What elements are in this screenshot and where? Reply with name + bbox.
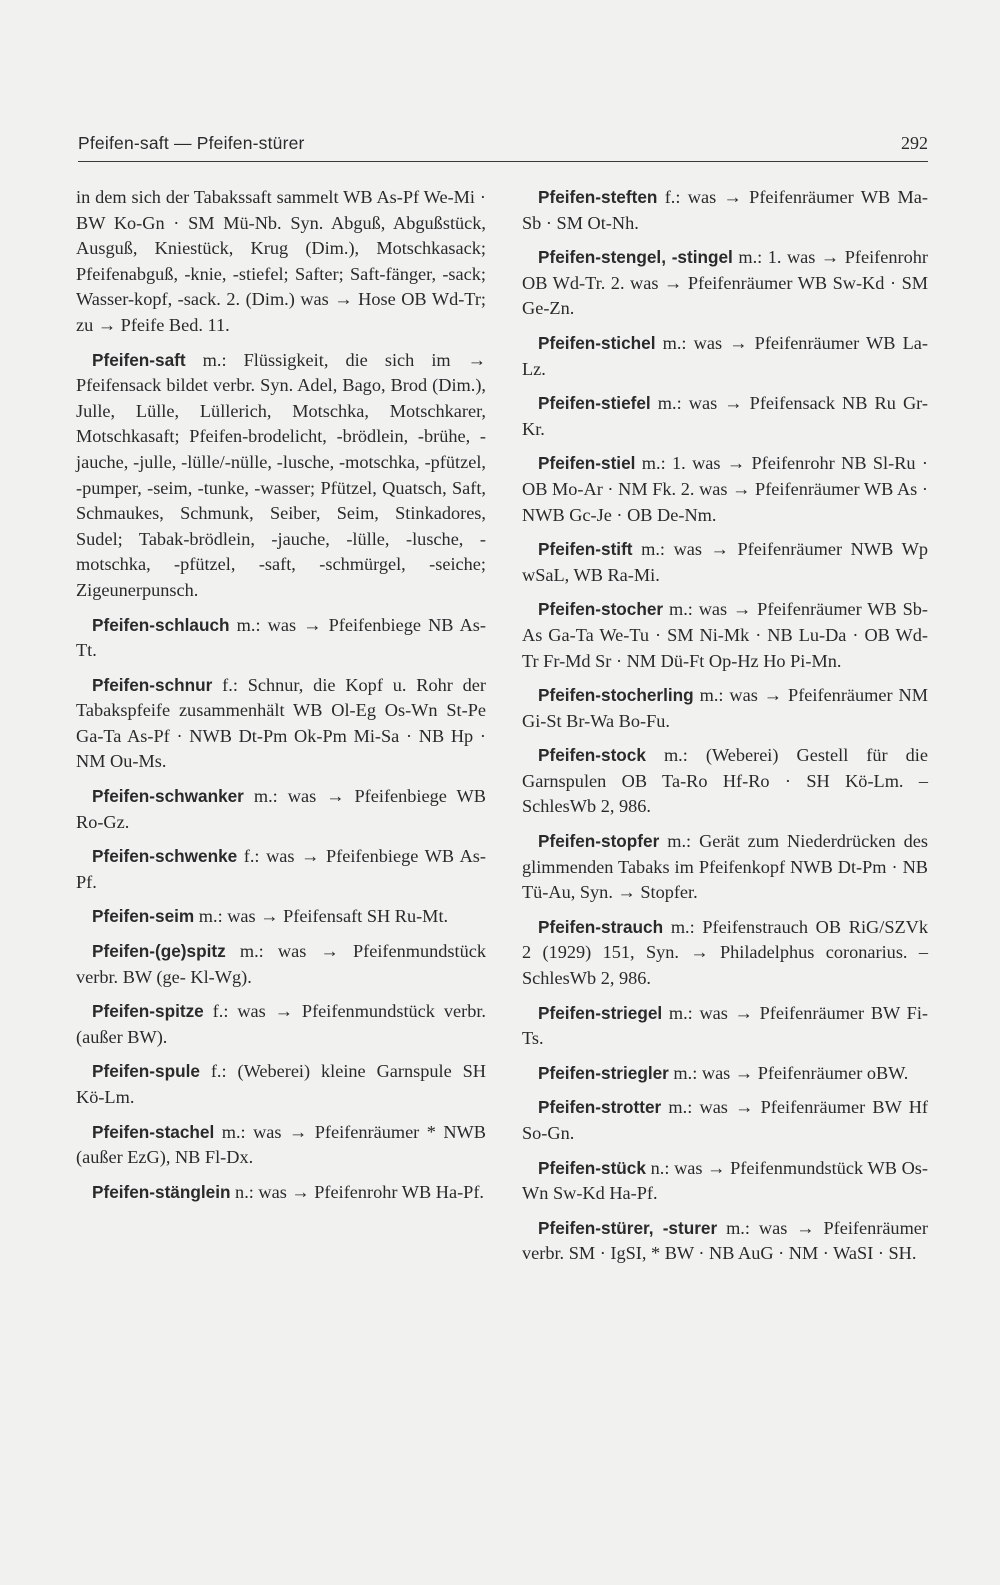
dictionary-entry <box>522 185 928 236</box>
entry-headword: Pfeifen-spitze <box>92 1001 204 1022</box>
entry-headword: Pfeifen-spule <box>92 1061 200 1082</box>
dictionary-entry <box>522 1061 928 1087</box>
dictionary-entry <box>76 844 486 895</box>
entry-headword: Pfeifen-schlauch <box>92 614 230 635</box>
dictionary-entry <box>76 1059 486 1110</box>
dictionary-entry <box>76 613 486 664</box>
dictionary-entry <box>76 999 486 1050</box>
entry-headword: Pfeifen-schwenke <box>92 846 238 867</box>
dictionary-entry <box>522 829 928 906</box>
dictionary-entry <box>522 597 928 674</box>
entry-headword: Pfeifen-stocher <box>538 599 664 620</box>
entry-text: m.: was → Pfeifenräumer WB Sb-As Ga-Ta We-Tu · SM Ni-Mk · NB Lu-Da · OB Wd-Tr Fr-Md Sr · NM Dü-Ft Op-Hz Ho Pi-Mn. <box>522 599 928 671</box>
entry-headword: Pfeifen-striegler <box>538 1062 669 1083</box>
entry-text: m.: Gerät zum Niederdrücken des glimmenden Tabaks im Pfeifenkopf NWB Dt-Pm · NB Tü-Au, Syn. → Stopfer. <box>522 831 928 903</box>
entry-headword: Pfeifen-stänglein <box>92 1181 231 1202</box>
entry-headword: Pfeifen-(ge)spitz <box>92 941 226 962</box>
dictionary-entry <box>522 1001 928 1052</box>
entry-text: f.: was → Pfeifenräumer WB Ma-Sb · SM Ot-Nh. <box>522 187 928 233</box>
entry-text: f.: (Weberei) kleine Garnspule SH Kö-Lm. <box>76 1061 486 1107</box>
entry-text: m.: was → Pfeifenräumer verbr. SM · IgSI, * BW · NB AuG · NM · WaSI · SH. <box>522 1217 928 1264</box>
entry-text: m.: was → Pfeifenräumer WB La-Lz. <box>522 332 928 379</box>
entry-text: m.: (Weberei) Gestell für die Garnspulen OB Ta-Ro Hf-Ro · SH Kö-Lm. – SchlesWb 2, 986. <box>522 745 928 817</box>
dictionary-entry <box>522 391 928 442</box>
entry-text: m.: 1. was → Pfeifenrohr OB Wd-Tr. 2. was → Pfeifenräumer WB Sw-Kd · SM Ge-Zn. <box>522 247 928 319</box>
entry-text: m.: was → Pfeifensack NB Ru Gr-Kr. <box>522 393 928 439</box>
entry-text: n.: was → Pfeifenmundstück WB Os-Wn Sw-Kd Ha-Pf. <box>522 1157 928 1204</box>
entry-text: m.: was → Pfeifenbiege NB As-Tt. <box>76 614 486 661</box>
dictionary-entry <box>522 683 928 734</box>
entry-headword: Pfeifen-stift <box>538 539 633 560</box>
dictionary-entry <box>522 1156 928 1207</box>
dictionary-entry <box>76 1180 486 1206</box>
entry-headword: Pfeifen-stocherling <box>538 685 694 706</box>
entry-text: m.: was → Pfeifenräumer BW Hf So-Gn. <box>522 1097 928 1143</box>
entry-text: m.: was → Pfeifenräumer oBW. <box>668 1062 909 1083</box>
entry-text: n.: was → Pfeifenrohr WB Ha-Pf. <box>230 1181 485 1202</box>
entry-text: m.: was → Pfeifensaft SH Ru-Mt. <box>194 906 449 927</box>
entry-headword: Pfeifen-stück <box>538 1157 646 1178</box>
entry-headword: Pfeifen-stürer, -sturer <box>538 1217 718 1238</box>
entry-headword: Pfeifen-stachel <box>92 1121 215 1142</box>
entry-text: f.: was → Pfeifenbiege WB As-Pf. <box>76 846 486 892</box>
entry-headword: Pfeifen-striegel <box>538 1002 663 1023</box>
entry-text: m.: was → Pfeifenräumer * NWB (außer EzG), NB Fl-Dx. <box>76 1121 486 1168</box>
entry-headword: Pfeifen-saft <box>92 349 186 370</box>
dictionary-entry <box>76 348 486 604</box>
entry-text: m.: was → Pfeifenbiege WB Ro-Gz. <box>76 786 486 832</box>
entry-headword: Pfeifen-stock <box>538 745 646 766</box>
entry-text: m.: Pfeifenstrauch OB RiG/SZVk 2 (1929) 151, Syn. → Philadelphus coronarius. – SchlesWb 2, 986. <box>522 916 928 989</box>
entry-text: m.: Flüssigkeit, die sich im → Pfeifensack bildet verbr. Syn. Adel, Bago, Brod (Dim.), Julle, Lülle, Lüllerich, Motschka, Motschkarer, Motschkasaft; Pfeifen-brodelicht, -brödlein, -brühe, -jauche, -julle, -lülle/-nülle, -lusche, -motschka, -pfützel, -pumper, -seim, -tunke, -wasser; Pfützel, Quatsch, Saft, Schmaukes, Schmunk, Seiber, Seim, Stinkadores, Sudel; Tabak-brödlein, -jauche, -lülle, -lusche, -motschka, -pfützel, -saft, -schmürgel, -seiche; Zigeunerpunsch. <box>76 349 486 600</box>
right-column <box>522 185 928 1276</box>
dictionary-entry <box>76 185 486 339</box>
entry-text: in dem sich der Tabakssaft sammelt WB As-Pf We-Mi · BW Ko-Gn · SM Mü-Nb. Syn. Abguß, Abgußstück, Ausguß, Kniestück, Krug (Dim.), Motschkasack; Pfeifenabguß, -knie, -stiefel; Safter; Saft-fänger, -sack; Wasser-kopf, -sack. 2. (Dim.) was → Hose OB Wd-Tr; zu → Pfeife Bed. 11. <box>76 187 486 335</box>
dictionary-entry <box>76 939 486 990</box>
entry-headword: Pfeifen-stengel, -stingel <box>538 247 733 268</box>
dictionary-entry <box>522 451 928 528</box>
dictionary-entry <box>522 1095 928 1146</box>
header-title: Pfeifen-saft — Pfeifen-stürer <box>78 133 305 153</box>
entry-headword: Pfeifen-stiel <box>538 453 636 474</box>
dictionary-entry <box>76 784 486 835</box>
dictionary-entry <box>522 537 928 588</box>
dictionary-entry <box>522 1216 928 1267</box>
entry-text: m.: was → Pfeifenmundstück verbr. BW (ge- Kl-Wg). <box>76 941 486 987</box>
entry-headword: Pfeifen-strotter <box>538 1097 662 1118</box>
dictionary-entry <box>76 904 486 930</box>
entry-text: m.: 1. was → Pfeifenrohr NB Sl-Ru · OB Mo-Ar · NM Fk. 2. was → Pfeifenräumer WB As · NWB Gc-Je · OB De-Nm. <box>522 453 928 525</box>
running-header <box>78 133 928 162</box>
entry-headword: Pfeifen-stiefel <box>538 393 651 414</box>
entry-headword: Pfeifen-schwanker <box>92 786 244 807</box>
entry-text: f.: Schnur, die Kopf u. Rohr der Tabakspfeife zusammenhält WB Ol-Eg Os-Wn St-Pe Ga-Ta As-Pf · NWB Dt-Pm Ok-Pm Mi-Sa · NB Hp · NM Ou-Ms. <box>76 674 486 772</box>
entry-text: m.: was → Pfeifenräumer NM Gi-St Br-Wa Bo-Fu. <box>522 685 928 731</box>
entry-headword: Pfeifen-seim <box>92 906 195 927</box>
entry-text: m.: was → Pfeifenräumer NWB Wp wSaL, WB Ra-Mi. <box>522 539 928 585</box>
left-column <box>76 185 486 1214</box>
entry-headword: Pfeifen-strauch <box>538 916 664 937</box>
dictionary-entry <box>522 743 928 820</box>
entry-headword: Pfeifen-schnur <box>92 674 213 695</box>
dictionary-entry <box>522 331 928 382</box>
dictionary-entry <box>522 915 928 992</box>
dictionary-entry <box>522 245 928 322</box>
dictionary-entry <box>76 673 486 775</box>
dictionary-entry <box>76 1120 486 1171</box>
entry-headword: Pfeifen-stopfer <box>538 831 660 852</box>
entry-headword: Pfeifen-steften <box>538 187 658 207</box>
page-number: 292 <box>901 133 928 153</box>
entry-headword: Pfeifen-stichel <box>538 332 656 353</box>
entry-text: f.: was → Pfeifenmundstück verbr. (außer BW). <box>76 1001 486 1047</box>
entry-text: m.: was → Pfeifenräumer BW Fi-Ts. <box>522 1002 928 1049</box>
